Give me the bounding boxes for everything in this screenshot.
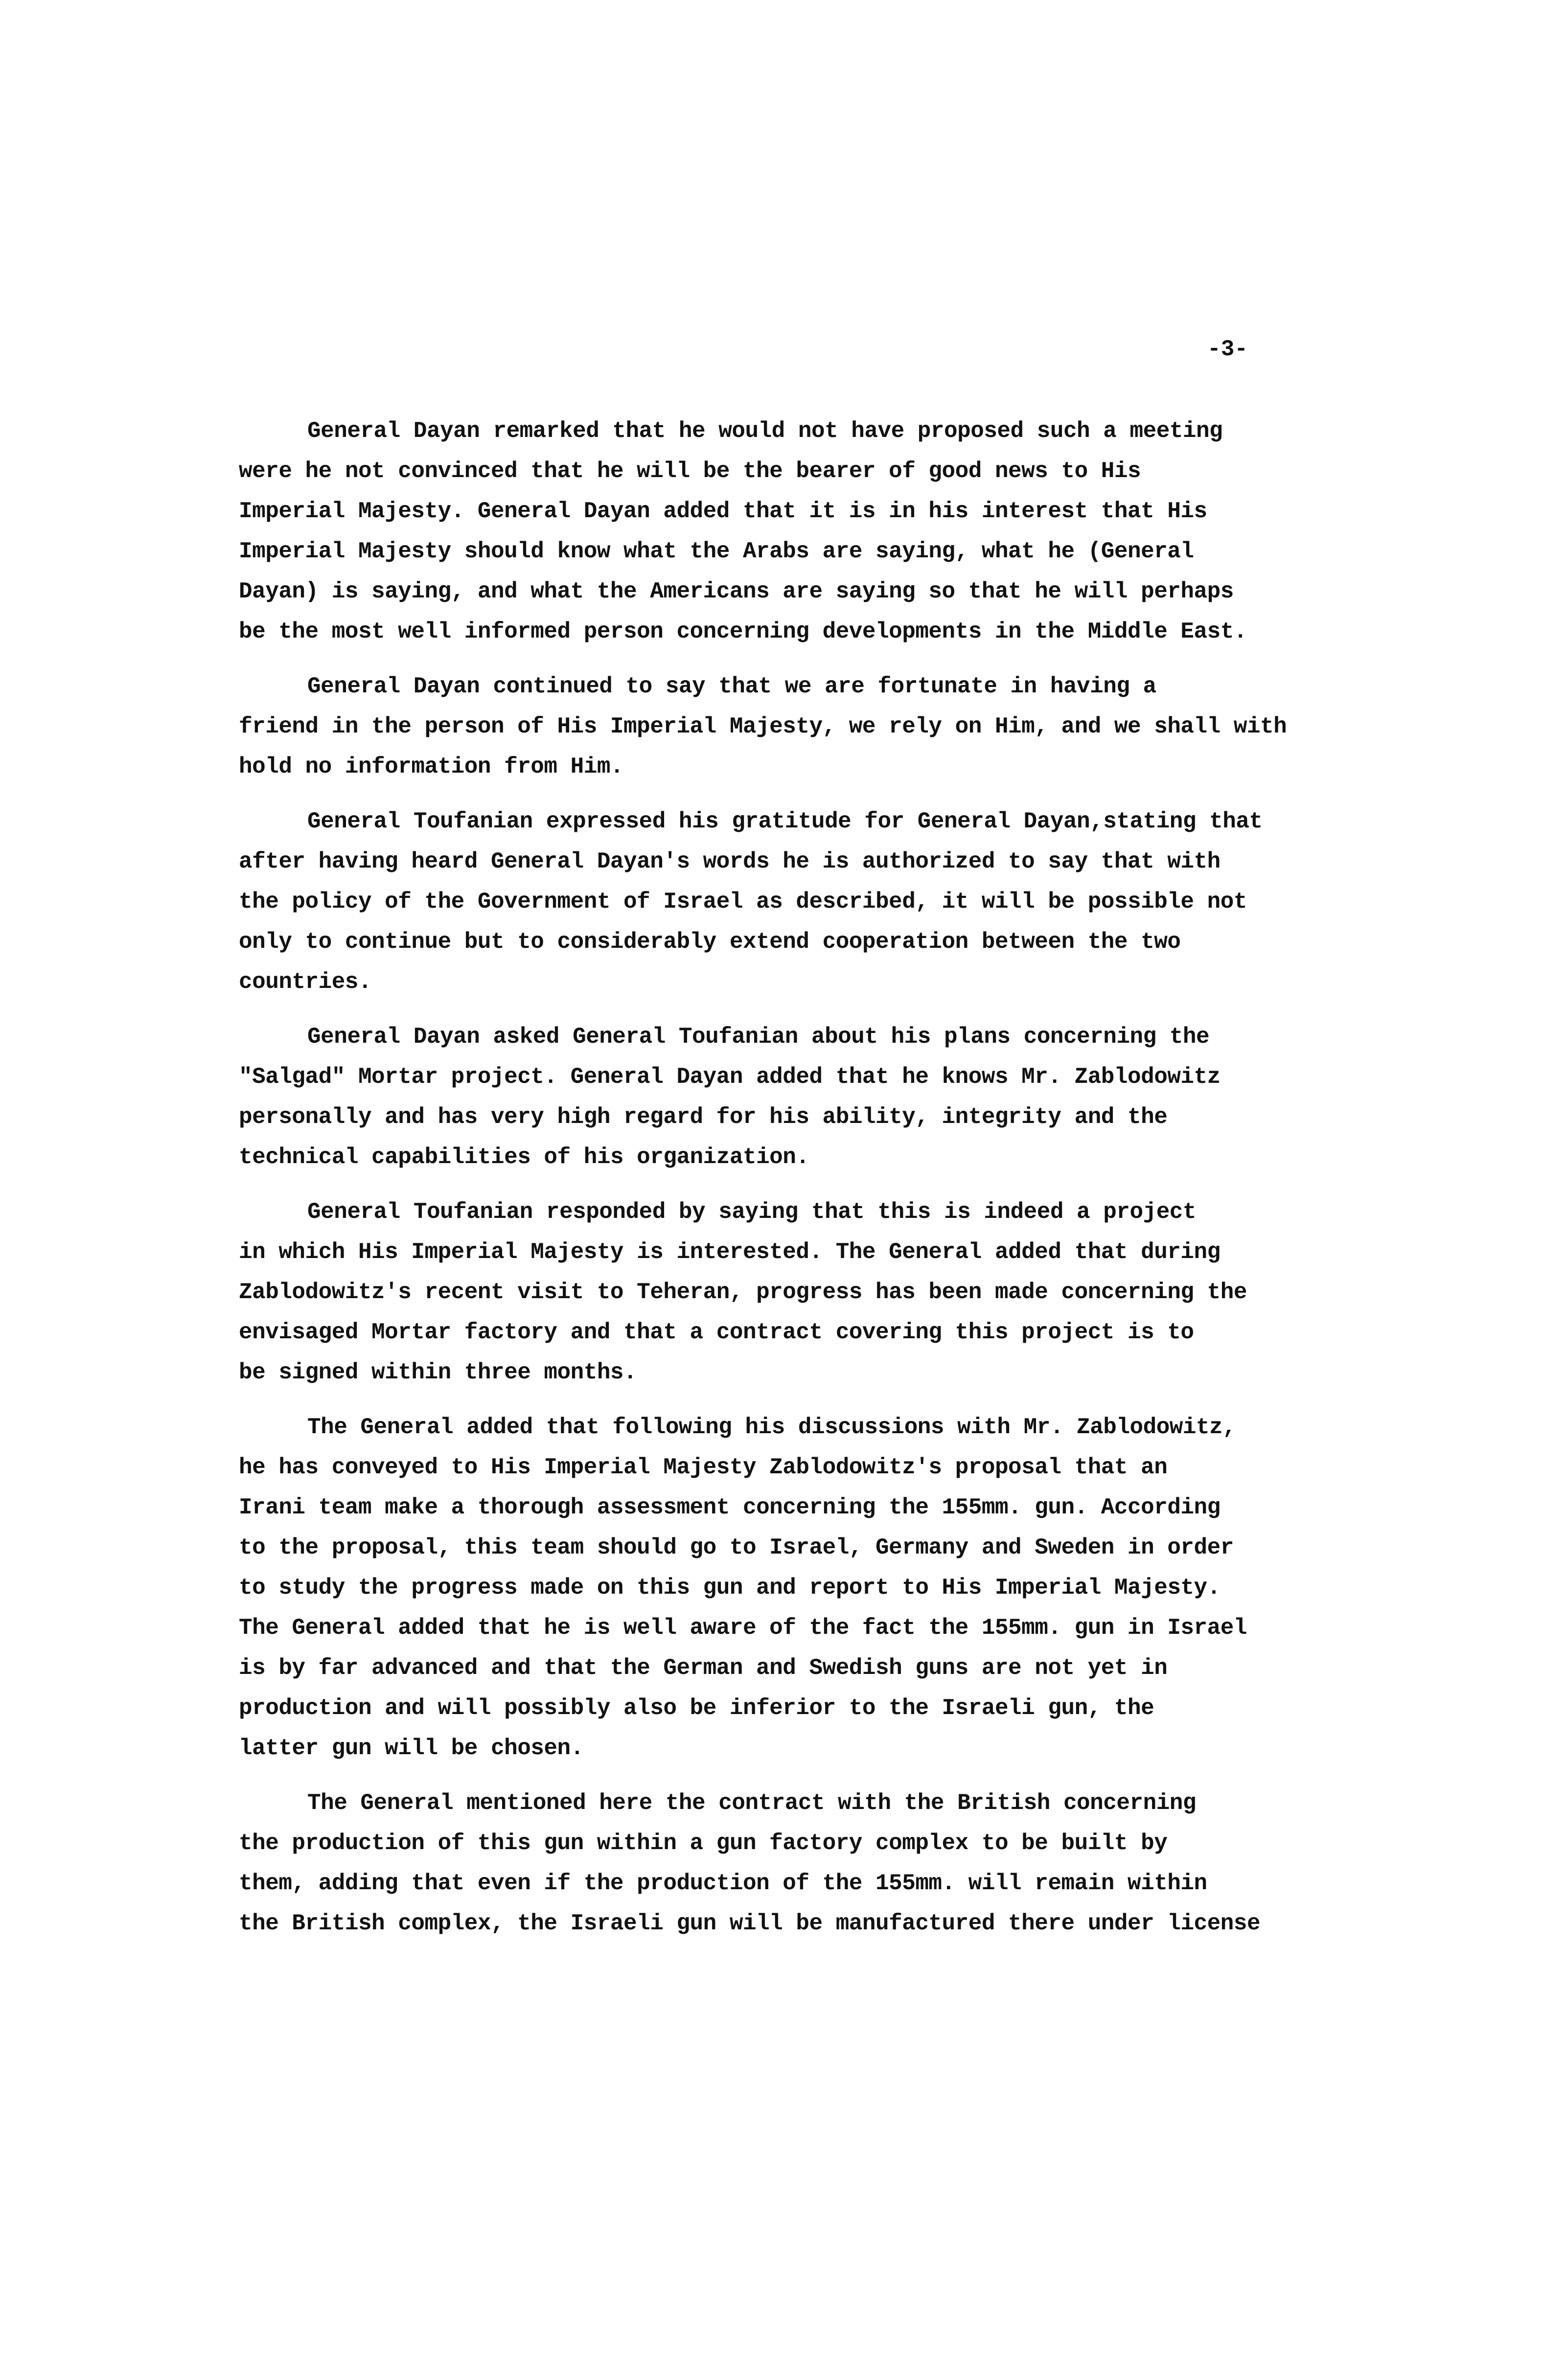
text-line: friend in the person of His Imperial Majesty, we rely on Him, and we shall with bbox=[239, 714, 1287, 739]
text-line: "Salgad" Mortar project. General Dayan added that he knows Mr. Zablodowitz bbox=[239, 1064, 1221, 1090]
text-line: he has conveyed to His Imperial Majesty Zablodowitz's proposal that an bbox=[239, 1455, 1168, 1480]
text-line: the British complex, the Israeli gun will be manufactured there under license bbox=[239, 1911, 1261, 1936]
text-line: the production of this gun within a gun factory complex to be built by bbox=[239, 1831, 1168, 1856]
paragraph bbox=[239, 1192, 1325, 1393]
paragraph bbox=[239, 1783, 1325, 1944]
text-line: Dayan) is saying, and what the Americans are saying so that he will perhaps bbox=[239, 579, 1234, 604]
paragraph bbox=[239, 1407, 1325, 1768]
text-line: Irani team make a thorough assessment concerning the 155mm. gun. According bbox=[239, 1495, 1221, 1520]
text-line: The General added that he is well aware of the fact the 155mm. gun in Israel bbox=[239, 1615, 1247, 1641]
paragraph bbox=[239, 801, 1325, 1002]
paragraph bbox=[239, 666, 1325, 787]
text-line: were he not convinced that he will be the bearer of good news to His bbox=[239, 458, 1141, 484]
text-line: personally and has very high regard for his ability, integrity and the bbox=[239, 1104, 1168, 1130]
text-line: latter gun will be chosen. bbox=[239, 1736, 584, 1761]
text-line: only to continue but to considerably extend cooperation between the two bbox=[239, 929, 1181, 955]
text-line: to study the progress made on this gun and report to His Imperial Majesty. bbox=[239, 1575, 1221, 1601]
text-line: Zablodowitz's recent visit to Teheran, progress has been made concerning the bbox=[239, 1280, 1247, 1305]
text-line: Imperial Majesty. General Dayan added that it is in his interest that His bbox=[239, 499, 1207, 524]
text-line: Imperial Majesty should know what the Arabs are saying, what he (General bbox=[239, 539, 1194, 564]
text-line: General Toufanian expressed his gratitude for General Dayan,stating that bbox=[307, 809, 1263, 834]
text-line: after having heard General Dayan's words he is authorized to say that with bbox=[239, 849, 1221, 874]
paragraph bbox=[239, 1017, 1325, 1177]
text-line: them, adding that even if the production of the 155mm. will remain within bbox=[239, 1871, 1207, 1896]
text-line: in which His Imperial Majesty is interested. The General added that during bbox=[239, 1239, 1221, 1265]
text-line: the policy of the Government of Israel as described, it will be possible not bbox=[239, 889, 1247, 915]
document-body bbox=[239, 411, 1325, 1958]
text-line: production and will possibly also be inferior to the Israeli gun, the bbox=[239, 1695, 1154, 1721]
page-number: -3- bbox=[1207, 337, 1248, 362]
text-line: be the most well informed person concerning developments in the Middle East. bbox=[239, 619, 1247, 644]
text-line: The General mentioned here the contract with the British concerning bbox=[307, 1790, 1197, 1816]
text-line: be signed within three months. bbox=[239, 1360, 637, 1385]
text-line: General Toufanian responded by saying that this is indeed a project bbox=[307, 1199, 1197, 1225]
text-line: is by far advanced and that the German and Swedish guns are not yet in bbox=[239, 1655, 1168, 1681]
text-line: General Dayan continued to say that we are fortunate in having a bbox=[307, 674, 1156, 699]
text-line: hold no information from Him. bbox=[239, 754, 624, 779]
text-line: General Dayan remarked that he would not have proposed such a meeting bbox=[307, 418, 1223, 444]
text-line: technical capabilities of his organization. bbox=[239, 1144, 809, 1170]
text-line: envisaged Mortar factory and that a contract covering this project is to bbox=[239, 1320, 1194, 1345]
text-line: General Dayan asked General Toufanian about his plans concerning the bbox=[307, 1024, 1210, 1050]
text-line: countries. bbox=[239, 969, 372, 995]
paragraph bbox=[239, 411, 1325, 652]
text-line: The General added that following his discussions with Mr. Zablodowitz, bbox=[307, 1415, 1236, 1440]
text-line: to the proposal, this team should go to Israel, Germany and Sweden in order bbox=[239, 1535, 1234, 1560]
